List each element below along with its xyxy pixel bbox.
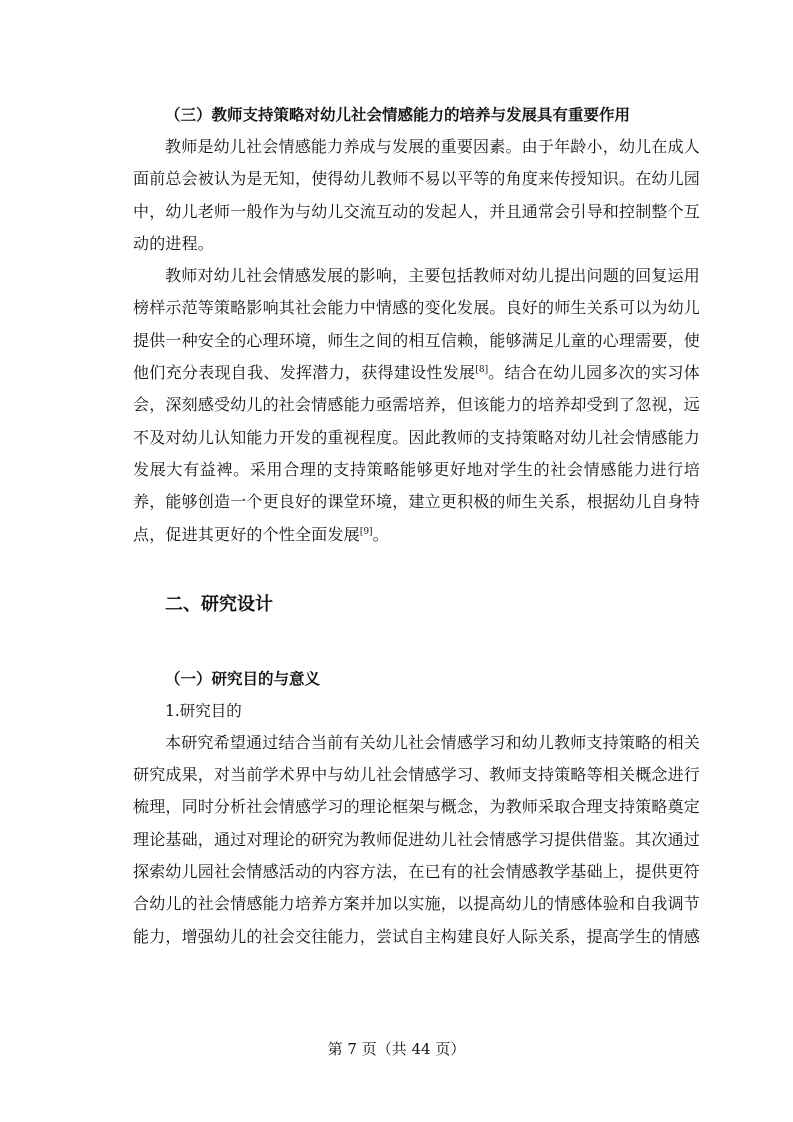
citation-8: [8] <box>475 365 489 376</box>
subsection-heading-1: 1.研究目的 <box>165 701 242 720</box>
chapter-heading-2: 二、研究设计 <box>165 593 273 615</box>
section-heading-3: （三）教师支持策略对幼儿社会情感能力的培养与发展具有重要作用 <box>165 106 631 124</box>
citation-9: [9] <box>359 526 373 537</box>
page-body <box>133 99 700 953</box>
paragraph-1: 教师是幼儿社会情感能力养成与发展的重要因素。由于年龄小，幼儿在成人面前总会被认为是无知，使得幼儿教师不易以平等的角度来传授知识。在幼儿园中，幼儿老师一般作为与幼儿交流互动的发起人，并且通常会引导和控制整个互动的进程。 <box>133 137 701 253</box>
paragraph-3: 本研究希望通过结合当前有关幼儿社会情感学习和幼儿教师支持策略的相关研究成果，对当前学术界中与幼儿社会情感学习、教师支持策略等相关概念进行梳理，同时分析社会情感学习的理论框架与概念，为教师采取合理支持策略奠定理论基础，通过对理论的研究为教师促进幼儿社会情感学习提供借鉴。其次通过探索幼儿园社会情感活动的内容方法，在已有的社会情感教学基础上，提供更符合幼儿的社会情感能力培养方案并加以实施，以提高幼儿的情感体验和自我调节能力，增强幼儿的社会交往能力，尝试自主构建良好人际关系，提高学生的情感 <box>133 732 701 946</box>
page-footer: 第 7 页（共 44 页） <box>327 1040 466 1058</box>
paragraph-2-text-a: 教师对幼儿社会情感发展的影响，主要包括教师对幼儿提出问题的回复运用榜样示范等策略影响其社会能力中情感的变化发展。良好的师生关系可以为幼儿提供一种安全的心理环境，师生之间的相互信赖，能够满足儿童的心理需要，使他们充分表现自我、发挥潜力，获得建设性发展 <box>133 266 701 383</box>
section-heading-1: （一）研究目的与意义 <box>165 669 321 688</box>
paragraph-2 <box>133 260 700 551</box>
paragraph-2-text-c: 。 <box>372 524 389 544</box>
paragraph-2-text-b: 。结合在幼儿园多次的实习体会，深刻感受幼儿的社会情感能力亟需培养，但该能力的培养却受到了忽视，远不及对幼儿认知能力开发的重视程度。因此教师的支持策略对幼儿社会情感能力发展大有益裨。采用合理的支持策略能够更好地对学生的社会情感能力进行培养，能够创造一个更良好的课堂环境，建立更积极的师生关系，根据幼儿自身特点，促进其更好的个性全面发展 <box>133 363 701 544</box>
